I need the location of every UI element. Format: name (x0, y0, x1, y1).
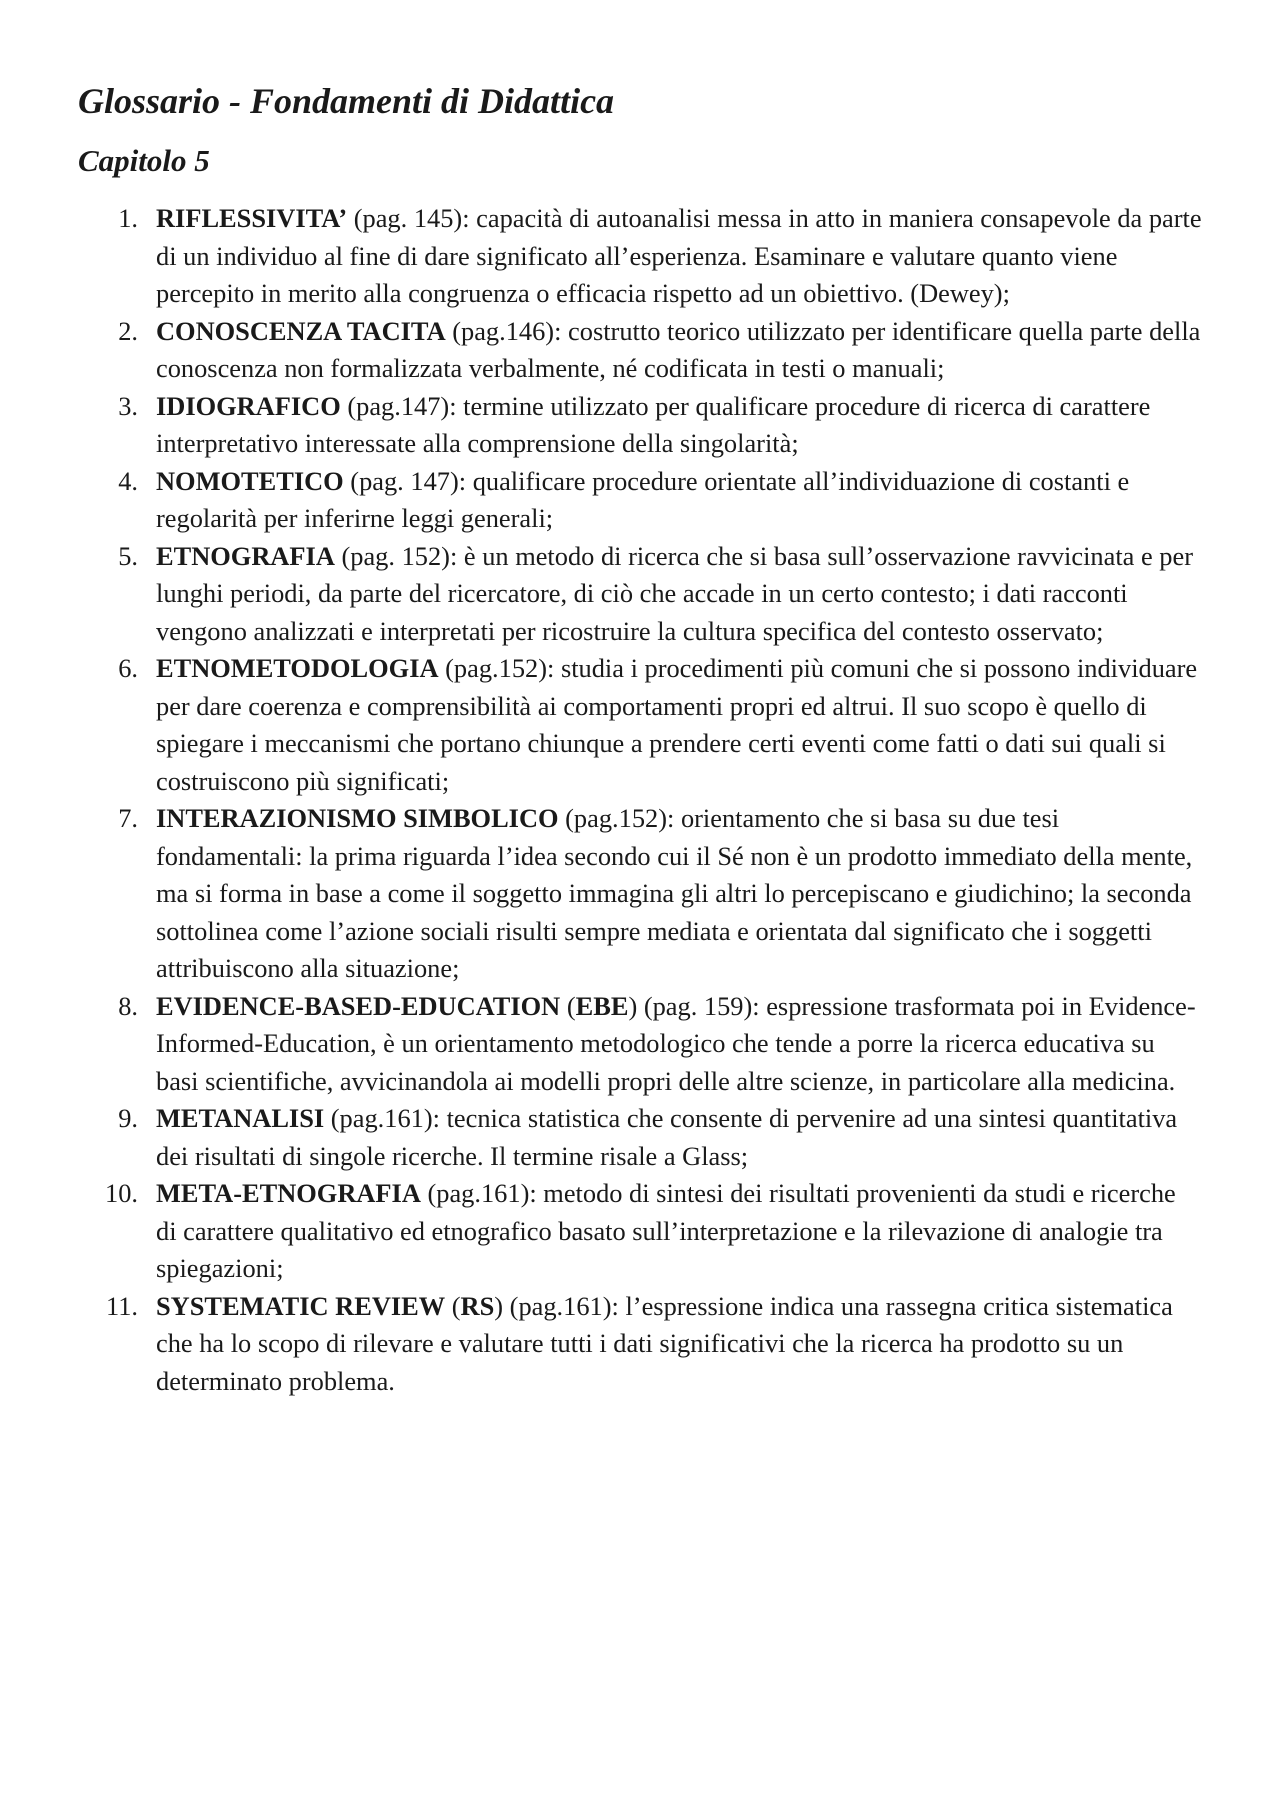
entry-open-paren: ( (560, 990, 576, 1021)
entry-term: META-ETNOGRAFIA (156, 1178, 421, 1208)
entry-term: CONOSCENZA TACITA (156, 315, 446, 346)
entry-page-ref: (pag.147): (340, 390, 464, 421)
entry-term: IDIOGRAFICO (156, 390, 341, 421)
entry-open-paren: ( (445, 1290, 461, 1321)
entry-definition: metodo di sintesi dei risultati provenienti da studi e ricerche di carattere qualitativo ed etnografico basato sull’interpretazione e la rilevazione di analogie tra spiegazioni; (156, 1178, 1176, 1283)
entry-definition: tecnica statistica che consente di pervenire ad una sintesi quantitativa dei risultati di singole ricerche. Il termine risale a Glass; (156, 1103, 1178, 1171)
entry-definition: costrutto teorico utilizzato per identificare quella parte della conoscenza non formalizzata verbalmente, né codificata in testi o manuali; (156, 315, 1201, 383)
entry-term: SYSTEMATIC REVIEW (156, 1290, 446, 1321)
entry-definition: orientamento che si basa su due tesi fondamentali: la prima riguarda l’idea secondo cui il Sé non è un prodotto immediato della mente, ma si forma in base a come il soggetto immagina gli altri lo percepiscano e giudichino; la seconda sottolinea come l’azione sociali risulti sempre mediata e orientata dal significato che i soggetti attribuiscono alla situazione; (156, 803, 1193, 983)
glossary-entry (78, 1175, 1210, 1288)
glossary-entry (78, 988, 1210, 1101)
entry-page-ref: ) (pag.161): (494, 1290, 626, 1321)
entry-page-ref: (pag.152): (438, 653, 561, 683)
glossary-entry (78, 463, 1210, 538)
entry-term: EVIDENCE-BASED-EDUCATION (156, 990, 561, 1021)
chapter-title: Capitolo 5 (78, 143, 210, 178)
entry-page-ref: (pag.161): (324, 1103, 447, 1133)
entry-abbreviation: EBE (575, 990, 629, 1021)
entry-definition: termine utilizzato per qualificare procedure di ricerca di carattere interpretativo interessate alla comprensione della singolarità; (156, 390, 1151, 458)
glossary-entry (78, 313, 1210, 388)
glossary-entry (78, 650, 1210, 800)
entry-number: 3. (118, 390, 138, 421)
entry-definition: studia i procedimenti più comuni che si possono individuare per dare coerenza e comprensibilità ai comportamenti propri ed altrui. Il suo scopo è quello di spiegare i meccanismi che portano chiunque a prendere certi eventi come fatti o dati sui quali si costruiscono più significati; (156, 653, 1198, 796)
entry-page-ref: (pag. 152): (334, 540, 464, 571)
entry-page-ref: (pag.161): (420, 1178, 544, 1208)
entry-number: 2. (118, 315, 138, 346)
entry-number: 5. (118, 540, 138, 571)
entry-number: 4. (118, 465, 138, 496)
document-title: Glossario - Fondamenti di Didattica (78, 81, 615, 121)
entry-number: 9. (118, 1103, 138, 1133)
entry-number: 10. (105, 1178, 138, 1208)
entry-page-ref: (pag. 147): (343, 465, 473, 496)
entry-definition: espressione trasformata poi in Evidence-Informed-Education, è un orientamento metodologico che tende a porre la ricerca educativa su basi scientifiche, avvicinandola ai modelli propri delle altre scienze, in particolare alla medicina. (156, 990, 1196, 1096)
glossary-entry (78, 1288, 1210, 1401)
glossary-entry (78, 388, 1210, 463)
glossary-entry (78, 1100, 1210, 1175)
entry-term: ETNOGRAFIA (156, 540, 335, 571)
entry-term: INTERAZIONISMO SIMBOLICO (156, 803, 559, 833)
entry-abbreviation: RS (460, 1290, 495, 1321)
entry-term: NOMOTETICO (156, 465, 344, 496)
entry-term: RIFLESSIVITA’ (156, 203, 348, 233)
entry-number: 11. (105, 1290, 138, 1321)
entry-definition: capacità di autoanalisi messa in atto in maniera consapevole da parte di un individuo al fine di dare significato all’esperienza. Esaminare e valutare quanto viene percepito in merito alla congruenza o efficacia rispetto ad un obiettivo. (Dewey); (156, 203, 1202, 308)
glossary-entry (78, 538, 1210, 651)
entry-number: 6. (118, 653, 138, 683)
entry-number: 1. (118, 203, 138, 233)
glossary-list (78, 200, 1210, 1400)
entry-number: 7. (118, 803, 138, 833)
entry-page-ref: (pag. 145): (347, 203, 477, 233)
entry-number: 8. (118, 990, 138, 1021)
entry-term: METANALISI (156, 1103, 325, 1133)
entry-page-ref: ) (pag. 159): (628, 990, 767, 1021)
entry-definition: l’espressione indica una rassegna critica sistematica che ha lo scopo di rilevare e valutare tutti i dati significativi che la ricerca ha prodotto su un determinato problema. (156, 1290, 1173, 1396)
glossary-entry (78, 200, 1210, 313)
entry-page-ref: (pag.146): (445, 315, 569, 346)
entry-definition: qualificare procedure orientate all’individuazione di costanti e regolarità per inferirne leggi generali; (156, 465, 1130, 533)
entry-definition: è un metodo di ricerca che si basa sull’osservazione ravvicinata e per lunghi periodi, da parte del ricercatore, di ciò che accade in un certo contesto; i dati racconti vengono analizzati e interpretati per ricostruire la cultura specifica del contesto osservato; (156, 540, 1193, 646)
entry-page-ref: (pag.152): (558, 803, 681, 833)
glossary-entry (78, 800, 1210, 988)
entry-term: ETNOMETODOLOGIA (156, 653, 439, 683)
